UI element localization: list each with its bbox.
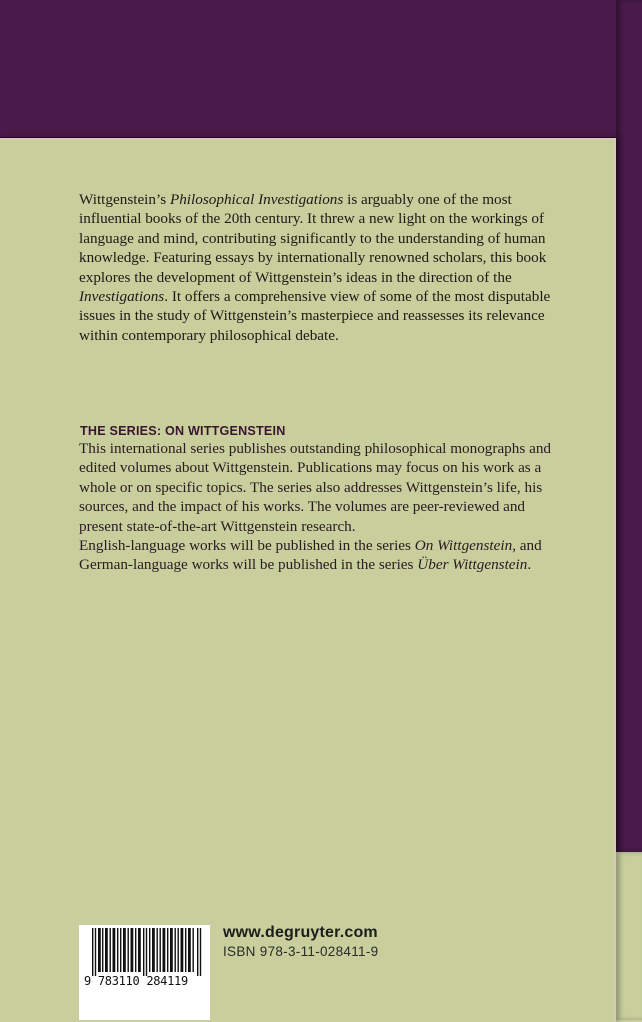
- series-heading: THE SERIES: ON WITTGENSTEIN: [80, 424, 286, 438]
- blurb-investigations-italic: Investigations: [79, 288, 165, 306]
- series-english-title: On Wittgenstein: [414, 537, 513, 555]
- blurb-title-italic: Philosophical Investigations: [169, 191, 344, 208]
- series-segment: , and German-language works will be published in the series: [79, 537, 542, 574]
- barcode: [79, 925, 210, 1020]
- blurb-segment: is arguably one of the most influential books of the 20th century. It threw a new light on the workings of language and mind, contributing significantly to the understanding of human knowledge. Featuring essays by internationally renowned scholars, this book explores the development of Wittgenstein’s ideas in the direction of the: [79, 191, 547, 286]
- publisher-url[interactable]: www.degruyter.com: [223, 924, 378, 941]
- blurb-segment: . It offers a comprehensive view of some of the most disputable issues in the study of Wittgenstein’s masterpiece and reassesses its relevance within contemporary philosophical debate.: [79, 288, 551, 344]
- book-blurb: [79, 190, 569, 345]
- series-paragraph-2: [79, 536, 569, 575]
- barcode-digits: 9 783110 284119: [84, 974, 188, 988]
- barcode-icon: [92, 928, 202, 976]
- series-segment: .: [527, 556, 532, 574]
- series-description: [79, 439, 569, 575]
- cover-top-band: [0, 0, 642, 138]
- blurb-segment: Wittgenstein’s: [79, 191, 170, 208]
- cover-right-strip: [616, 0, 642, 852]
- cover-lower-fill: [616, 852, 642, 1020]
- series-paragraph-1: This international series publishes outstanding philosophical monographs and edited volumes about Wittgenstein. Publications may focus on his work as a whole or on specific topics. The series also addresses Wittgenstein’s life, his sources, and the impact of his works. The volumes are peer-reviewed and present state-of-the-art Wittgenstein research.: [79, 440, 552, 535]
- series-segment: English-language works will be published in the series: [79, 537, 415, 555]
- isbn-number: ISBN 978-3-11-028411-9: [223, 944, 379, 959]
- series-german-title: Über Wittgenstein: [417, 556, 528, 574]
